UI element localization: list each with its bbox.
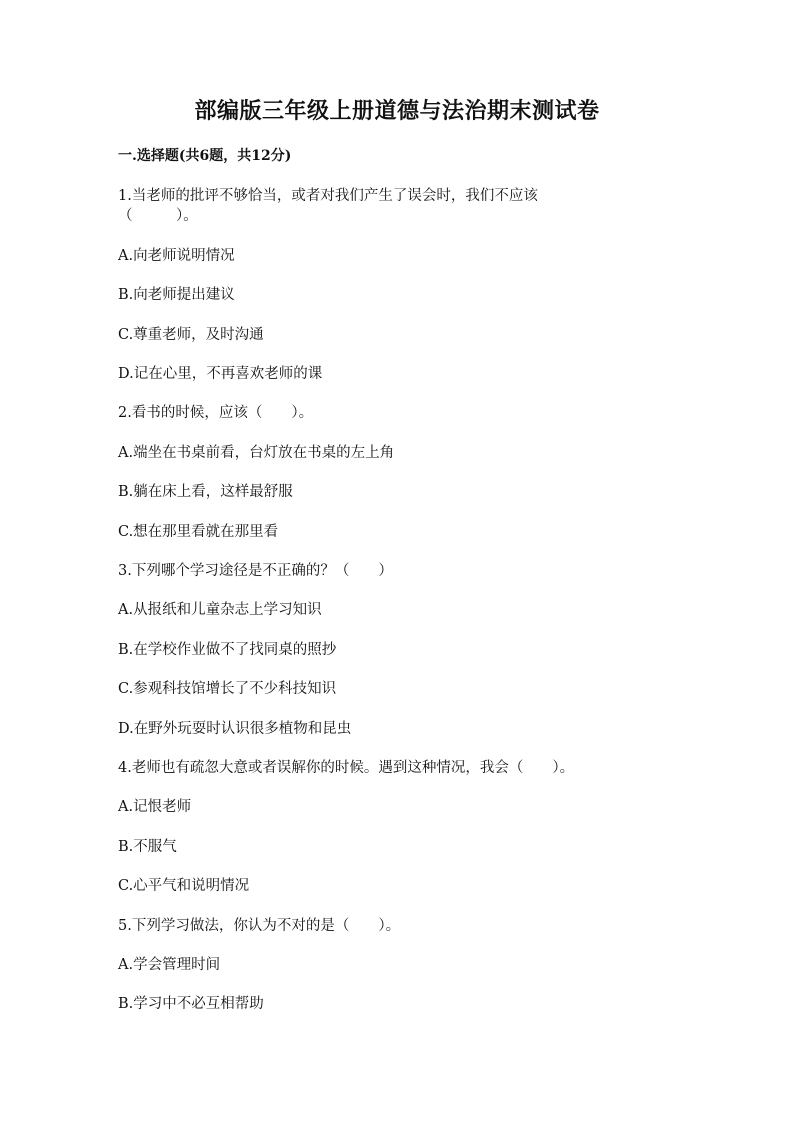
question-3-option-c: C.参观科技馆增长了不少科技知识 <box>118 681 337 697</box>
question-1-option-a: A.向老师说明情况 <box>118 248 235 264</box>
question-5-option-a: A.学会管理时间 <box>118 957 221 973</box>
page-title: 部编版三年级上册道德与法治期末测试卷 <box>194 98 600 124</box>
question-3-option-a: A.从报纸和儿童杂志上学习知识 <box>118 602 322 618</box>
question-1-option-b: B.向老师提出建议 <box>118 287 235 303</box>
question-4-stem: 4.老师也有疏忽大意或者误解你的时候。遇到这种情况，我会（ ）。 <box>118 760 575 776</box>
question-1-option-d: D.记在心里，不再喜欢老师的课 <box>118 366 323 382</box>
section-heading: 一.选择题(共6题，共12分) <box>118 148 292 164</box>
question-5-stem: 5.下列学习做法，你认为不对的是（ ）。 <box>118 918 401 934</box>
question-1-stem: 1.当老师的批评不够恰当，或者对我们产生了误会时，我们不应该 <box>118 188 538 204</box>
question-5-option-b: B.学习中不必互相帮助 <box>118 996 264 1012</box>
question-2-stem: 2.看书的时候，应该（ ）。 <box>118 405 314 421</box>
question-2-option-c: C.想在那里看就在那里看 <box>118 524 279 540</box>
question-1-option-c: C.尊重老师，及时沟通 <box>118 327 264 343</box>
question-2-option-a: A.端坐在书桌前看，台灯放在书桌的左上角 <box>118 445 395 461</box>
question-4-option-c: C.心平气和说明情况 <box>118 878 250 894</box>
question-1-stem-continued: （ ）。 <box>118 208 198 224</box>
question-3-option-b: B.在学校作业做不了找同桌的照抄 <box>118 642 337 658</box>
question-3-option-d: D.在野外玩耍时认识很多植物和昆虫 <box>118 721 352 737</box>
question-4-option-b: B.不服气 <box>118 839 177 855</box>
question-3-stem: 3.下列哪个学习途径是不正确的？（ ） <box>118 563 393 579</box>
question-4-option-a: A.记恨老师 <box>118 799 192 815</box>
question-2-option-b: B.躺在床上看，这样最舒服 <box>118 484 293 500</box>
